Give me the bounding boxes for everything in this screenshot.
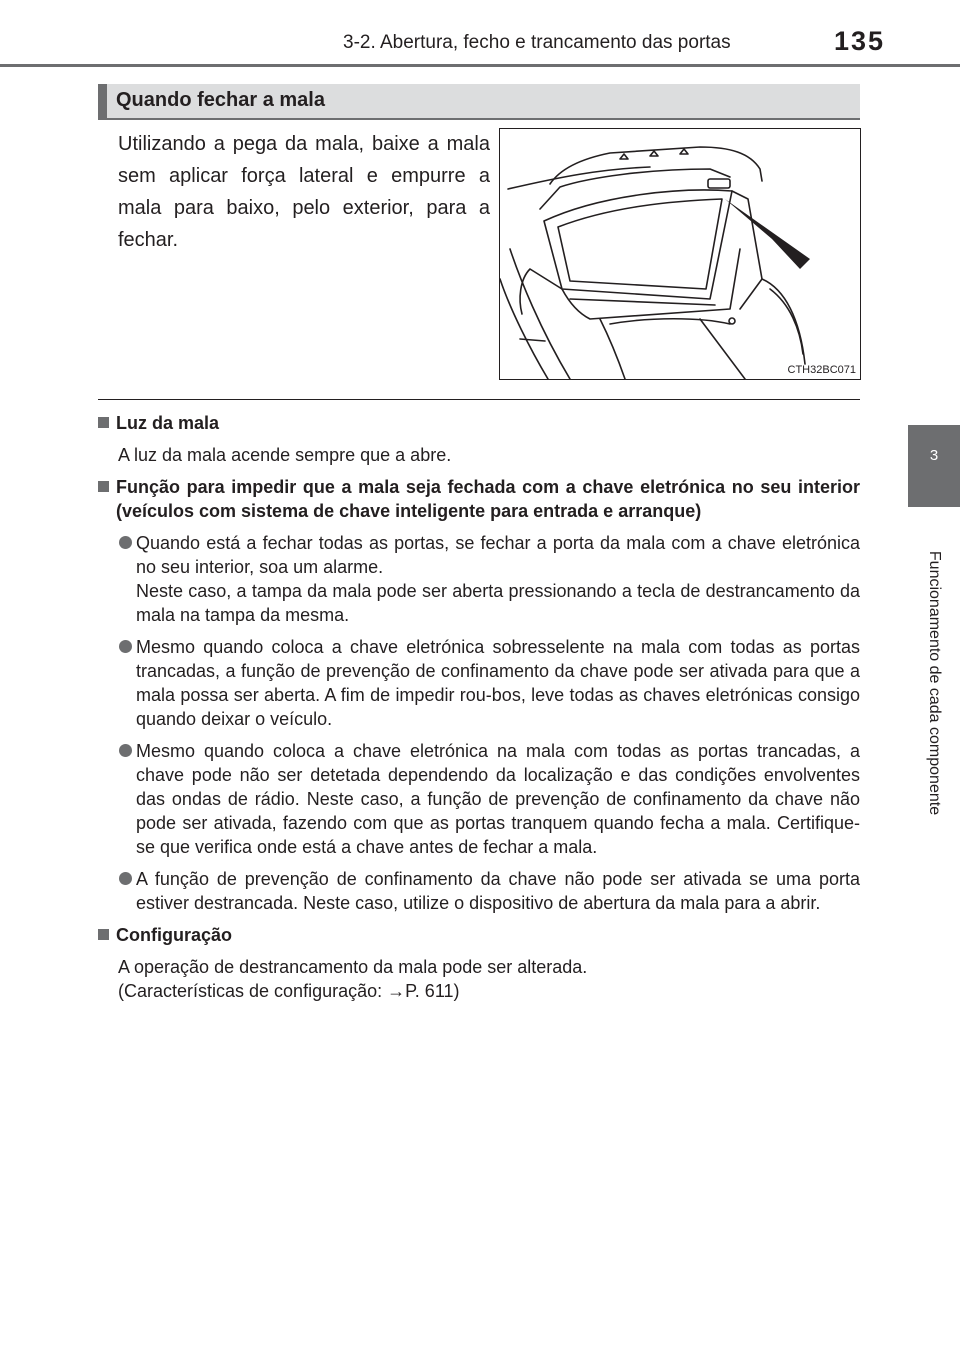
bullet-2-text: Mesmo quando coloca a chave eletrónica sobresselente na mala com todas as portas trancadas, a função de prevenção de confinamento da chave pode ser ativada para que a mala possa ser aberta. A fim de impedir rou-bos, leve todas as chaves eletrónicas consigo quando deixar o veículo. (136, 637, 860, 729)
round-bullet-icon (119, 744, 132, 757)
square-bullet-icon (98, 481, 109, 492)
section-bar (98, 84, 107, 118)
trunk-illustration (499, 128, 861, 380)
notes-content (98, 411, 860, 1003)
note-heading-config-text: Configuração (116, 925, 233, 945)
note-text-config-1: A operação de destrancamento da mala pode ser alterada. (118, 957, 588, 977)
note-heading-luz-text: Luz da mala (116, 413, 220, 433)
bullet-1-text-a: Quando está a fechar todas as portas, se fechar a porta da mala com a chave eletrónica no seu interior, soa um alarme. (136, 533, 860, 577)
header-title: 3-2. Abertura, fecho e trancamento das portas (343, 32, 731, 53)
side-label-box (908, 507, 960, 860)
bullet-4-text: A função de prevenção de confinamento da chave não pode ser ativada se uma porta estiver destrancada. Neste caso, utilize o dispositivo de abertura da mala para a abrir. (136, 869, 860, 913)
side-tab-number: 3 (929, 447, 939, 464)
note-text-config-2: (Características de configuração: →P. 611) (118, 981, 460, 1001)
page-number: 135 (833, 26, 885, 56)
note-heading-luz (98, 411, 860, 435)
bullet-item-2 (98, 635, 860, 731)
round-bullet-icon (119, 640, 132, 653)
trunk-drawing (500, 129, 860, 379)
bullet-item-3 (98, 739, 860, 859)
bullet-1-text-b: Neste caso, a tampa da mala pode ser aberta pressionando a tecla de destrancamento da mala na tampa da mesma. (136, 581, 860, 625)
figure-code: CTH32BC071 (787, 364, 856, 376)
header-rule (0, 64, 960, 67)
square-bullet-icon (98, 417, 109, 428)
side-tab (908, 425, 960, 507)
intro-text: Utilizando a pega da mala, baixe a mala sem aplicar força lateral e empurre a mala para baixo, pelo exterior, para a fechar. (118, 133, 490, 251)
bullet-item-1 (98, 531, 860, 627)
square-bullet-icon (98, 929, 109, 940)
side-tab-label: Funcionamento de cada componente (926, 550, 943, 816)
note-heading-config (98, 923, 860, 947)
round-bullet-icon (119, 536, 132, 549)
note-heading-funcao-text: Função para impedir que a mala seja fechada com a chave eletrónica no seu interior (veículos com sistema de chave inteligente para entrada e arranque) (116, 477, 860, 521)
round-bullet-icon (119, 872, 132, 885)
bullet-3-text: Mesmo quando coloca a chave eletrónica na mala com todas as portas trancadas, a chave pode não ser detetada dependendo da localização e das condições envolventes das ondas de rádio. Neste caso, a função de prevenção de confinamento da chave não pode ser ativada, fazendo com que as portas tranquem quando fecha a mala. Certifique-se que verifica onde está a chave antes de fechar a mala. (136, 741, 860, 857)
note-text-luz: A luz da mala acende sempre que a abre. (118, 445, 452, 465)
note-heading-funcao (98, 475, 860, 523)
bullet-item-4 (98, 867, 860, 915)
section-title: Quando fechar a mala (116, 89, 325, 111)
divider-rule (98, 399, 860, 400)
section-header (98, 84, 860, 120)
